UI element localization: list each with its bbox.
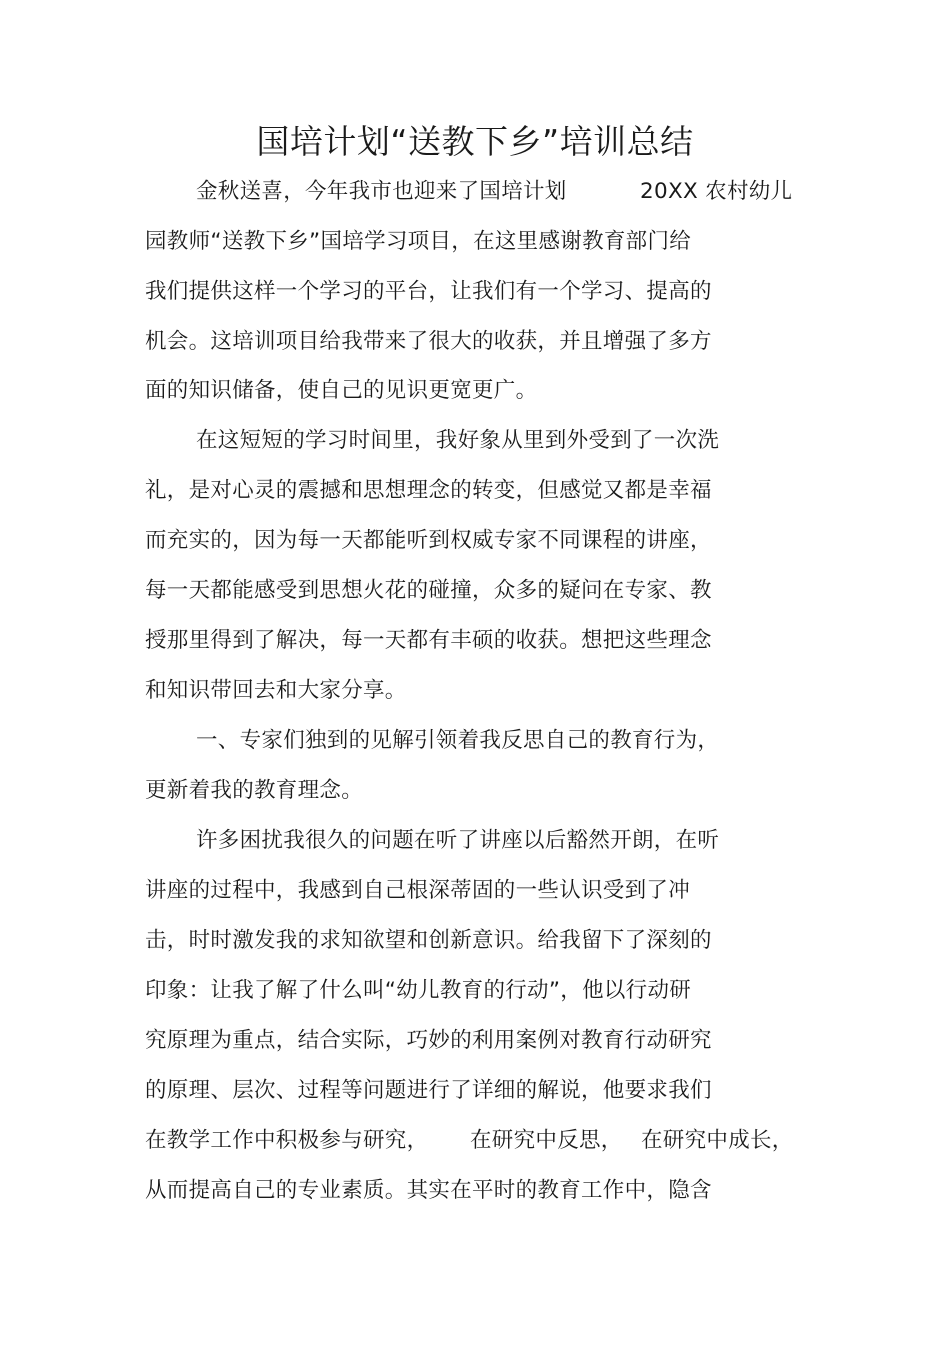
paragraph-line: 授那里得到了解决，每一天都有丰硕的收获。想把这些理念 (145, 628, 712, 653)
paragraph-line: 的原理、层次、过程等问题进行了详细的解说，他要求我们 (145, 1078, 712, 1103)
paragraph-line: 从而提高自己的专业素质。其实在平时的教育工作中，隐含 (145, 1178, 712, 1203)
paragraph-line: 许多困扰我很久的问题在听了讲座以后豁然开朗，在听 (196, 828, 720, 853)
paragraph-line: 究原理为重点，结合实际，巧妙的利用案例对教育行动研究 (145, 1028, 712, 1053)
paragraph-line: 金秋送喜，今年我市也迎来了国培计划 (196, 179, 567, 204)
paragraph-line: 机会。这培训项目给我带来了很大的收获，并且增强了多方 (145, 329, 712, 354)
document-title: 国培计划“送教下乡”培训总结 (256, 122, 694, 161)
paragraph-line: 和知识带回去和大家分享。 (145, 678, 407, 703)
paragraph-line: 20XX 农村幼儿 (640, 179, 793, 204)
paragraph-line: 在教学工作中积极参与研究， (145, 1128, 429, 1153)
paragraph-line: 我们提供这样一个学习的平台，让我们有一个学习、提高的 (145, 279, 712, 304)
paragraph-line: 讲座的过程中，我感到自己根深蒂固的一些认识受到了冲 (145, 878, 691, 903)
section-heading-line: 一、专家们独到的见解引领着我反思自己的教育行为， (196, 728, 720, 753)
paragraph-line: 礼，是对心灵的震撼和思想理念的转变，但感觉又都是幸福 (145, 478, 712, 503)
paragraph-line: 在这短短的学习时间里，我好象从里到外受到了一次洗 (196, 428, 720, 453)
paragraph-line: 面的知识储备，使自己的见识更宽更广。 (145, 378, 538, 403)
paragraph-line: 击，时时激发我的求知欲望和创新意识。给我留下了深刻的 (145, 928, 712, 953)
paragraph-line: 印象：让我了解了什么叫“幼儿教育的行动”，他以行动研 (145, 978, 692, 1003)
section-heading-line: 更新着我的教育理念。 (145, 778, 364, 803)
paragraph-line: 在研究中反思， (470, 1128, 623, 1153)
paragraph-line: 园教师“送教下乡”国培学习项目，在这里感谢教育部门给 (145, 229, 692, 254)
paragraph-line: 在研究中成长， (641, 1128, 794, 1153)
paragraph-line: 而充实的，因为每一天都能听到权威专家不同课程的讲座， (145, 528, 712, 553)
paragraph-line: 每一天都能感受到思想火花的碰撞，众多的疑问在专家、教 (145, 578, 712, 603)
